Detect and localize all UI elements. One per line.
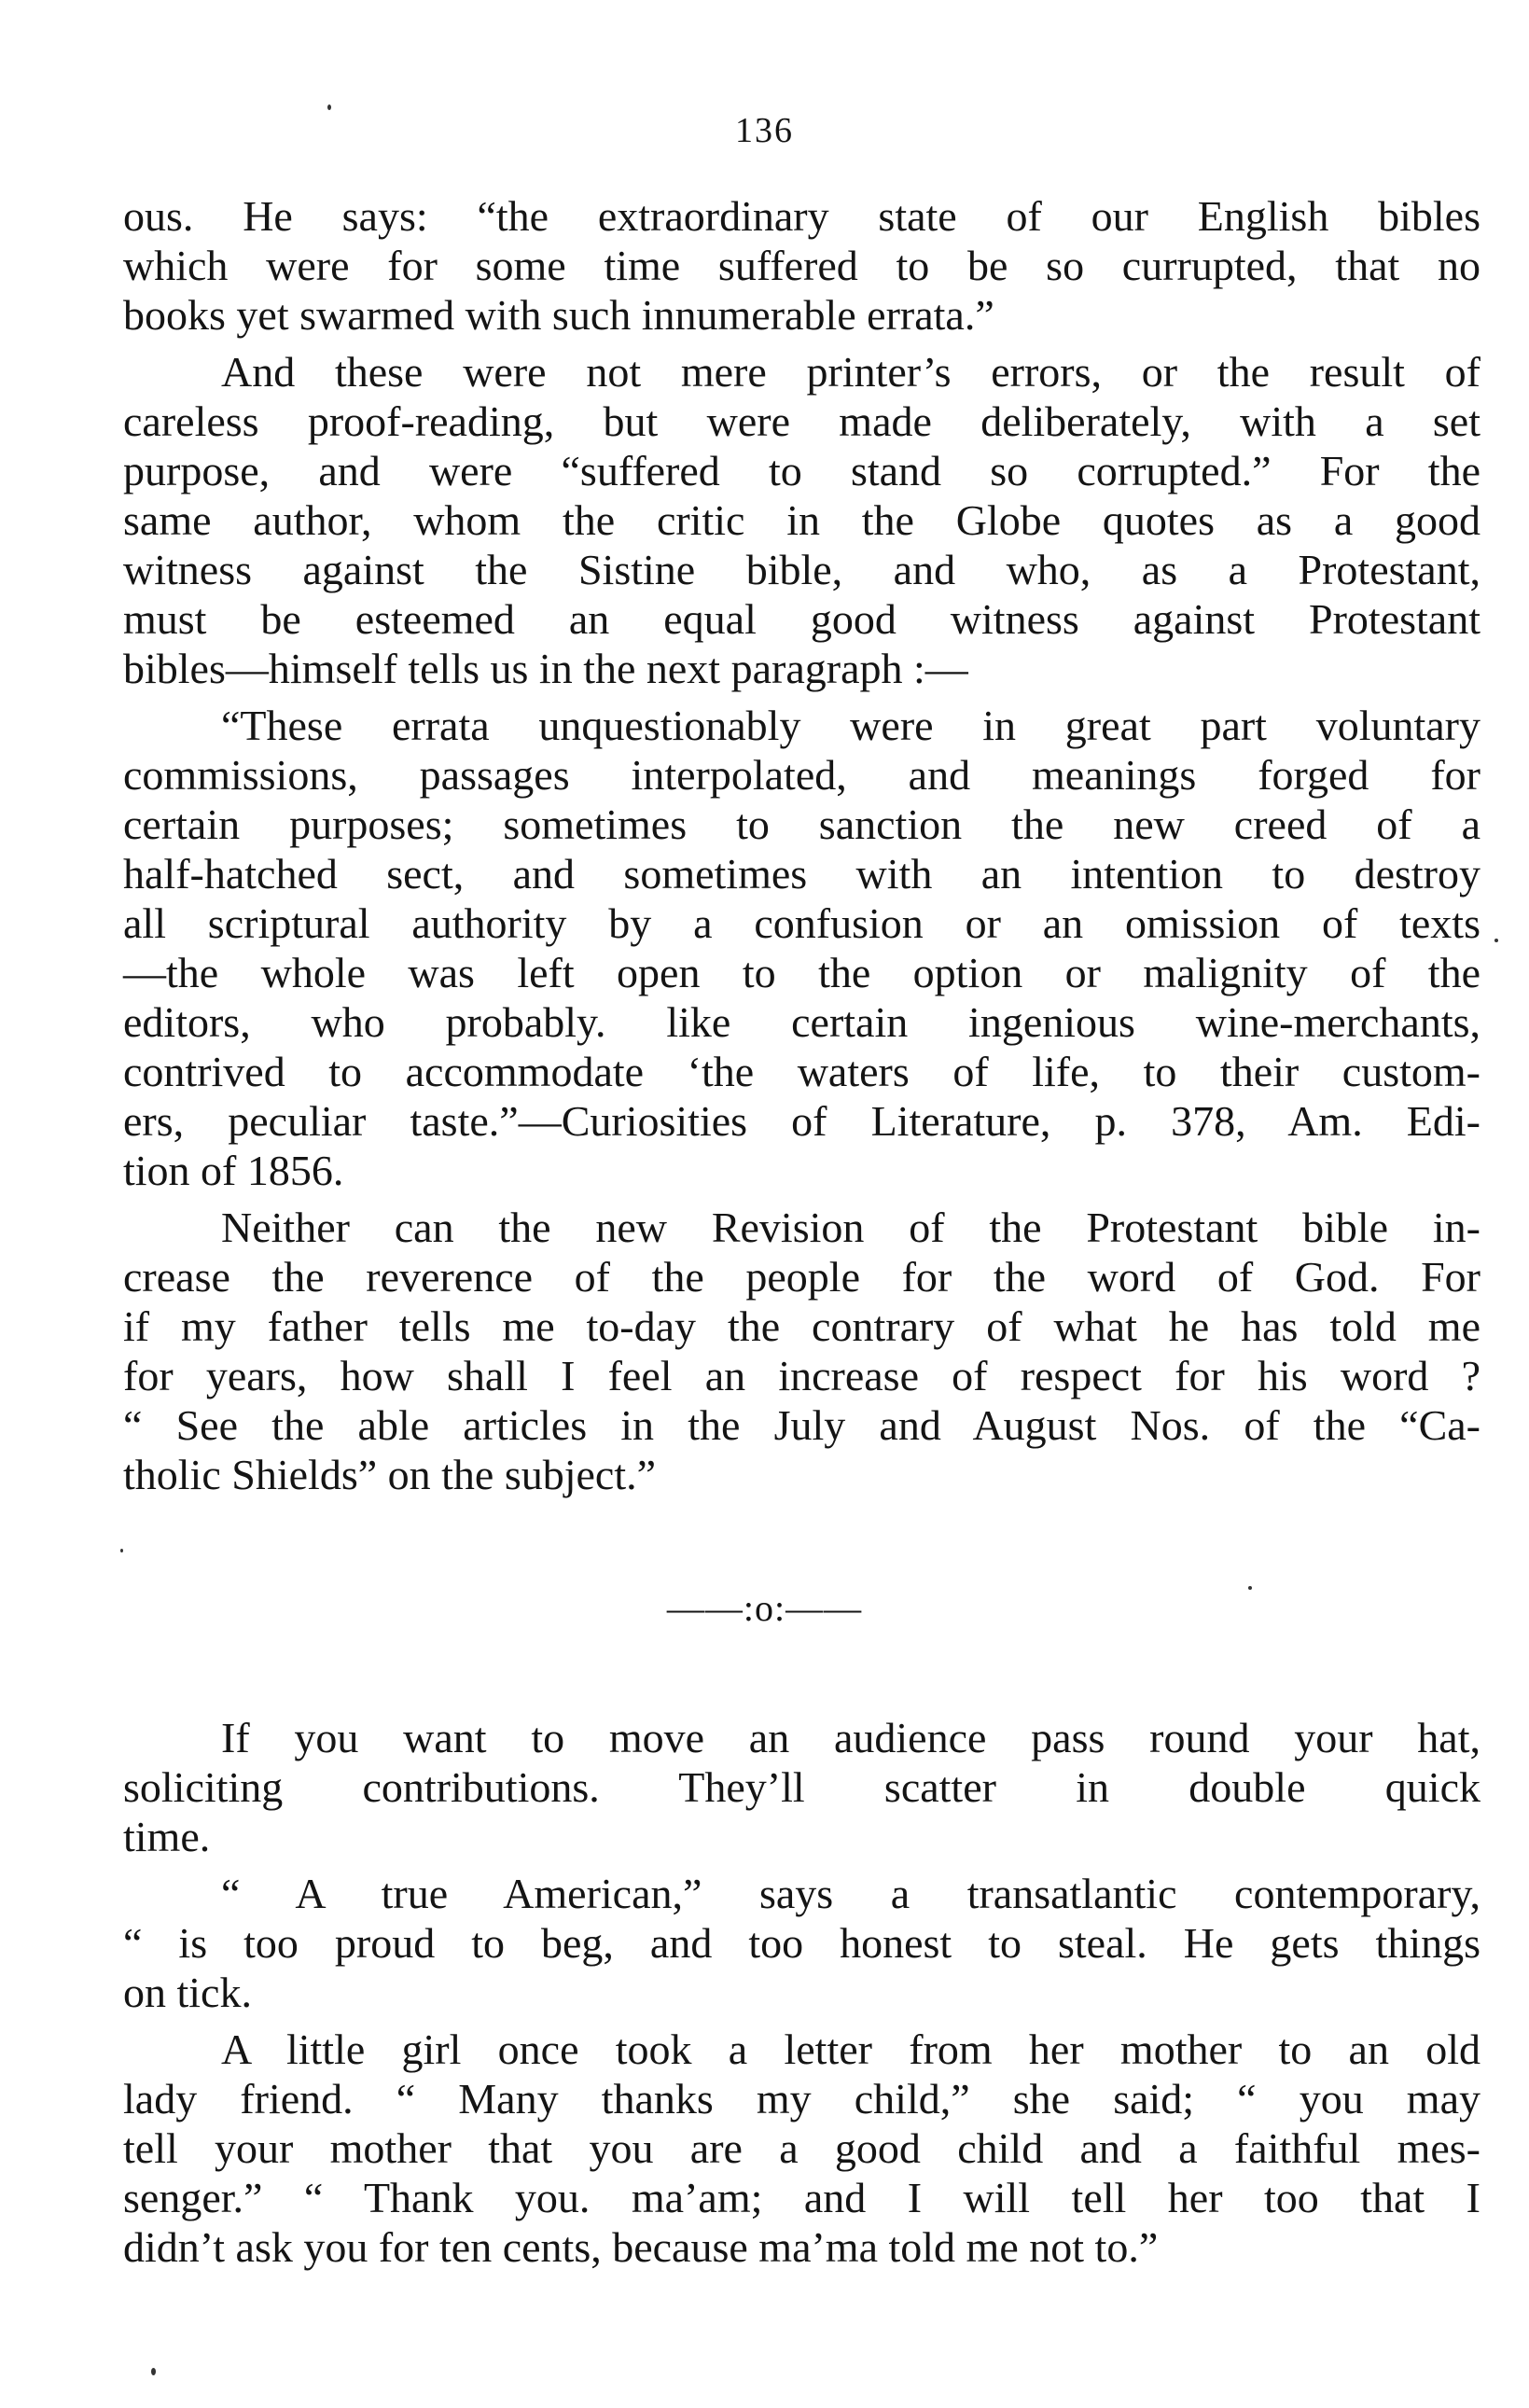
paragraph [123,1869,1480,2017]
section-separator: ——:o:—— [666,1587,863,1629]
text-line: If you want to move an audience pass round your hat, [221,1714,1480,1761]
page-number: 136 [735,111,794,150]
text-line: must be esteemed an equal good witness against Protestant [123,595,1480,643]
text-line: same author, whom the critic in the Globe quotes as a good [123,496,1480,544]
text-line: time. [123,1813,211,1860]
text-line: crease the reverence of the people for the word of God. For [123,1253,1480,1301]
text-line: —the whole was left open to the option or malignity of the [123,949,1480,996]
text-line: soliciting contributions. They’ll scatter in double quick [123,1763,1480,1811]
paragraph [123,191,1480,340]
citation-line: tion of 1856. [123,1147,344,1194]
article-bottom [123,1713,1480,2272]
text-line: “ is too proud to beg, and too honest to steal. He gets things [123,1919,1480,1967]
text-line: lady friend. “ Many thanks my child,” she said; “ you may [123,2075,1480,2123]
text-line: tell your mother that you are a good child and a faithful mes- [123,2124,1480,2172]
scan-speck [1494,939,1498,942]
text-line: ous. He says: “the extraordinary state of our English bibles [123,192,1480,240]
text-line: half-hatched sect, and sometimes with an intention to destroy [123,850,1480,898]
text-line: for years, how shall I feel an increase of respect for his word ? [123,1352,1480,1399]
text-line: certain purposes; sometimes to sanction the new creed of a [123,800,1480,848]
text-line: on tick. [123,1969,252,2016]
text-line: tholic Shields” on the subject.” [123,1451,657,1498]
text-line: “These errata unquestionably were in great part voluntary [221,702,1480,749]
text-line: And these were not mere printer’s errors, or the result of [221,348,1480,396]
paragraph [123,2025,1480,2272]
text-line: contrived to accommodate ‘the waters of life, to their custom- [123,1048,1480,1095]
scan-speck [151,2368,156,2375]
text-line: if my father tells me to-day the contrary of what he has told me [123,1302,1480,1350]
text-line: Neither can the new Revision of the Protestant bible in- [221,1204,1480,1251]
text-line: editors, who probably. like certain ingenious wine-merchants, [123,998,1480,1046]
paragraph [123,347,1480,693]
scan-speck [1248,1586,1252,1590]
text-line: all scriptural authority by a confusion or an omission of texts [123,899,1480,947]
text-line: purpose, and were “suffered to stand so corrupted.” For the [123,447,1480,494]
citation-line: ers, peculiar taste.”—Curiosities of Literature, p. 378, Am. Edi- [123,1097,1480,1145]
scan-speck [120,1549,123,1552]
text-line: bibles—himself tells us in the next paragraph :— [123,645,968,692]
text-line: commissions, passages interpolated, and meanings forged for [123,751,1480,799]
text-line: witness against the Sistine bible, and who, as a Protestant, [123,546,1480,593]
scan-speck [327,104,331,110]
text-line: “ A true American,” says a transatlantic contemporary, [221,1870,1480,1917]
text-line: which were for some time suffered to be so currupted, that no [123,242,1480,289]
text-line: “ See the able articles in the July and August Nos. of the “Ca- [123,1401,1480,1449]
text-line: senger.” “ Thank you. ma’am; and I will tell her too that I [123,2174,1480,2221]
quotation [123,701,1480,1195]
text-line: books yet swarmed with such innumerable errata.” [123,291,994,339]
paragraph [123,1713,1480,1861]
text-line: careless proof-reading, but were made deliberately, with a set [123,397,1480,445]
article-top [123,191,1480,1499]
paragraph [123,1203,1480,1499]
text-line: didn’t ask you for ten cents, because ma’ma told me not to.” [123,2223,1159,2271]
text-line: A little girl once took a letter from her mother to an old [221,2025,1480,2073]
